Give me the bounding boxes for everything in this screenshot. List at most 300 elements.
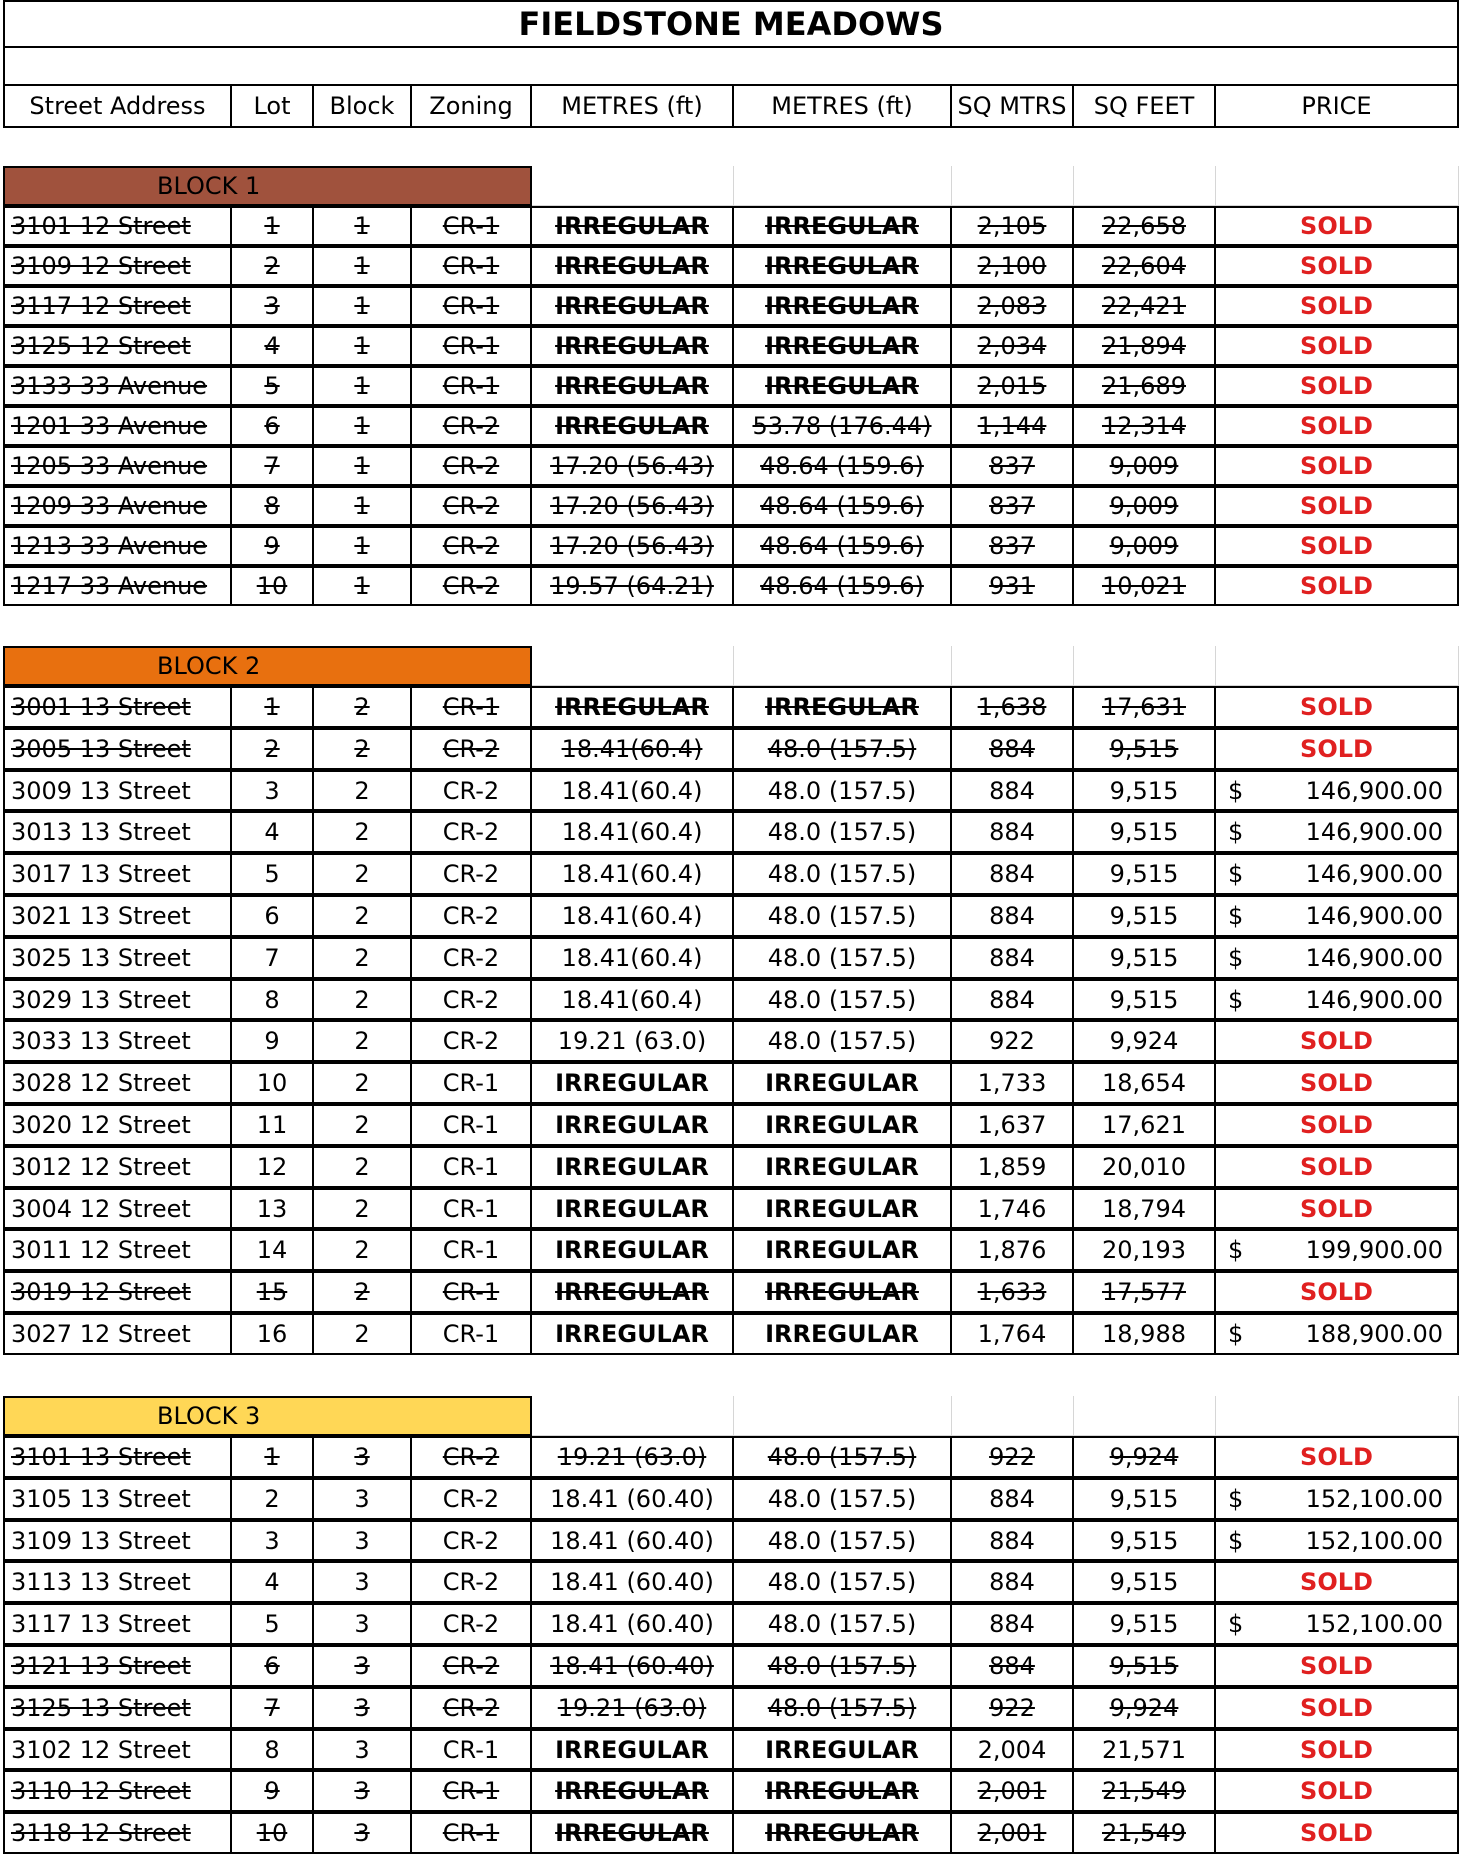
cell-zoning: CR-1 — [412, 246, 532, 286]
cell-sq-mtrs: 837 — [952, 446, 1074, 486]
cell-block: 2 — [314, 1188, 412, 1229]
cell-lot: 4 — [232, 1561, 314, 1603]
cell-depth: IRREGULAR — [734, 1062, 952, 1104]
cell-lot: 4 — [232, 326, 314, 366]
cell-zoning: CR-2 — [412, 937, 532, 979]
cell-depth: 48.0 (157.5) — [734, 1603, 952, 1645]
cell-block: 3 — [314, 1770, 412, 1812]
empty-cell — [734, 166, 952, 206]
cell-block: 2 — [314, 728, 412, 770]
cell-zoning: CR-2 — [412, 1603, 532, 1645]
cell-price: SOLD — [1216, 1436, 1459, 1478]
cell-sq-feet: 21,549 — [1074, 1812, 1216, 1854]
empty-cell — [532, 166, 734, 206]
empty-cell — [1216, 1396, 1459, 1436]
cell-frontage: IRREGULAR — [532, 1229, 734, 1271]
cell-sq-feet: 17,631 — [1074, 686, 1216, 728]
cell-price: SOLD — [1216, 286, 1459, 326]
cell-block: 1 — [314, 566, 412, 606]
cell-depth: IRREGULAR — [734, 1812, 952, 1854]
cell-price — [1216, 937, 1459, 979]
cell-sq-mtrs: 884 — [952, 728, 1074, 770]
cell-depth: IRREGULAR — [734, 1729, 952, 1770]
cell-zoning: CR-1 — [412, 1313, 532, 1355]
cell-address: 3001 13 Street — [3, 686, 232, 728]
cell-zoning: CR-2 — [412, 853, 532, 895]
cell-lot: 1 — [232, 686, 314, 728]
cell-block: 3 — [314, 1645, 412, 1687]
cell-frontage: IRREGULAR — [532, 406, 734, 446]
cell-sq-feet: 17,577 — [1074, 1271, 1216, 1313]
cell-sq-mtrs: 837 — [952, 526, 1074, 566]
cell-address: 3013 13 Street — [3, 811, 232, 853]
cell-depth: IRREGULAR — [734, 1229, 952, 1271]
cell-lot: 16 — [232, 1313, 314, 1355]
cell-zoning: CR-1 — [412, 366, 532, 406]
cell-address: 3101 13 Street — [3, 1436, 232, 1478]
cell-price: SOLD — [1216, 1062, 1459, 1104]
cell-address: 3012 12 Street — [3, 1146, 232, 1188]
cell-price: SOLD — [1216, 366, 1459, 406]
cell-zoning: CR-1 — [412, 1062, 532, 1104]
cell-lot: 6 — [232, 895, 314, 937]
cell-depth: IRREGULAR — [734, 1770, 952, 1812]
cell-depth: 48.0 (157.5) — [734, 1687, 952, 1729]
cell-sq-feet: 9,009 — [1074, 446, 1216, 486]
cell-depth: IRREGULAR — [734, 326, 952, 366]
cell-address: 3025 13 Street — [3, 937, 232, 979]
cell-price — [1216, 1313, 1459, 1355]
cell-sq-mtrs: 837 — [952, 486, 1074, 526]
cell-frontage: 18.41(60.4) — [532, 979, 734, 1020]
cell-sq-mtrs: 1,859 — [952, 1146, 1074, 1188]
cell-lot: 5 — [232, 853, 314, 895]
cell-zoning: CR-2 — [412, 811, 532, 853]
cell-sq-mtrs: 884 — [952, 937, 1074, 979]
cell-sq-mtrs: 884 — [952, 1645, 1074, 1687]
cell-zoning: CR-1 — [412, 1812, 532, 1854]
cell-frontage: 18.41 (60.40) — [532, 1561, 734, 1603]
cell-frontage: 17.20 (56.43) — [532, 486, 734, 526]
currency-symbol: $ — [1228, 776, 1244, 805]
currency-symbol: $ — [1228, 860, 1244, 888]
cell-zoning: CR-2 — [412, 446, 532, 486]
cell-depth: IRREGULAR — [734, 1271, 952, 1313]
cell-address: 3117 13 Street — [3, 1603, 232, 1645]
cell-frontage: IRREGULAR — [532, 1146, 734, 1188]
currency-symbol: $ — [1228, 1236, 1244, 1264]
cell-depth: 48.0 (157.5) — [734, 853, 952, 895]
cell-frontage: 18.41(60.4) — [532, 811, 734, 853]
cell-frontage: 19.21 (63.0) — [532, 1687, 734, 1729]
cell-zoning: CR-2 — [412, 1478, 532, 1520]
cell-frontage: 19.21 (63.0) — [532, 1436, 734, 1478]
cell-block: 2 — [314, 770, 412, 811]
cell-zoning: CR-1 — [412, 1229, 532, 1271]
cell-frontage: 18.41(60.4) — [532, 770, 734, 811]
cell-block: 2 — [314, 895, 412, 937]
cell-sq-mtrs: 884 — [952, 811, 1074, 853]
cell-zoning: CR-2 — [412, 1436, 532, 1478]
column-header: METRES (ft) — [532, 84, 734, 128]
cell-price: SOLD — [1216, 1146, 1459, 1188]
cell-address: 3020 12 Street — [3, 1104, 232, 1146]
cell-frontage: IRREGULAR — [532, 366, 734, 406]
cell-zoning: CR-2 — [412, 486, 532, 526]
cell-depth: 48.0 (157.5) — [734, 1020, 952, 1062]
cell-price: SOLD — [1216, 486, 1459, 526]
cell-block: 1 — [314, 446, 412, 486]
cell-sq-feet: 10,021 — [1074, 566, 1216, 606]
cell-sq-mtrs: 884 — [952, 1478, 1074, 1520]
column-header: SQ MTRS — [952, 84, 1074, 128]
cell-frontage: IRREGULAR — [532, 1729, 734, 1770]
cell-sq-feet: 9,515 — [1074, 1561, 1216, 1603]
sheet-title: FIELDSTONE MEADOWS — [3, 0, 1459, 48]
cell-price — [1216, 1520, 1459, 1561]
cell-price: SOLD — [1216, 1812, 1459, 1854]
cell-price: SOLD — [1216, 1645, 1459, 1687]
cell-lot: 10 — [232, 566, 314, 606]
cell-address: 3105 13 Street — [3, 1478, 232, 1520]
cell-sq-mtrs: 884 — [952, 1520, 1074, 1561]
cell-lot: 10 — [232, 1062, 314, 1104]
cell-sq-feet: 9,515 — [1074, 1478, 1216, 1520]
cell-lot: 5 — [232, 366, 314, 406]
cell-lot: 11 — [232, 1104, 314, 1146]
cell-price: SOLD — [1216, 1271, 1459, 1313]
cell-frontage: 19.57 (64.21) — [532, 566, 734, 606]
empty-cell — [1074, 1396, 1216, 1436]
cell-depth: 48.0 (157.5) — [734, 1520, 952, 1561]
price-amount: 152,100.00 — [1305, 1526, 1443, 1555]
cell-address: 3033 13 Street — [3, 1020, 232, 1062]
cell-sq-mtrs: 1,144 — [952, 406, 1074, 446]
cell-block: 3 — [314, 1687, 412, 1729]
cell-block: 1 — [314, 526, 412, 566]
currency-symbol: $ — [1228, 818, 1244, 846]
cell-sq-feet: 17,621 — [1074, 1104, 1216, 1146]
cell-depth: 48.0 (157.5) — [734, 1478, 952, 1520]
cell-address: 3021 13 Street — [3, 895, 232, 937]
cell-block: 2 — [314, 1062, 412, 1104]
cell-lot: 3 — [232, 286, 314, 326]
cell-address: 3110 12 Street — [3, 1770, 232, 1812]
cell-address: 3118 12 Street — [3, 1812, 232, 1854]
cell-depth: 48.0 (157.5) — [734, 979, 952, 1020]
cell-depth: 48.64 (159.6) — [734, 446, 952, 486]
cell-depth: 53.78 (176.44) — [734, 406, 952, 446]
cell-zoning: CR-2 — [412, 895, 532, 937]
block-label: BLOCK 1 — [3, 166, 532, 206]
cell-depth: IRREGULAR — [734, 1104, 952, 1146]
cell-sq-mtrs: 1,876 — [952, 1229, 1074, 1271]
cell-block: 1 — [314, 286, 412, 326]
cell-sq-mtrs: 884 — [952, 853, 1074, 895]
cell-depth: IRREGULAR — [734, 1313, 952, 1355]
cell-frontage: IRREGULAR — [532, 326, 734, 366]
cell-address: 3017 13 Street — [3, 853, 232, 895]
column-header: METRES (ft) — [734, 84, 952, 128]
cell-address: 3101 12 Street — [3, 206, 232, 246]
cell-sq-mtrs: 1,733 — [952, 1062, 1074, 1104]
cell-lot: 5 — [232, 1603, 314, 1645]
cell-frontage: 17.20 (56.43) — [532, 446, 734, 486]
block-label: BLOCK 2 — [3, 646, 532, 686]
cell-address: 3027 12 Street — [3, 1313, 232, 1355]
cell-sq-mtrs: 931 — [952, 566, 1074, 606]
column-header: Street Address — [3, 84, 232, 128]
cell-price: SOLD — [1216, 206, 1459, 246]
cell-address: 3125 13 Street — [3, 1687, 232, 1729]
cell-price — [1216, 1229, 1459, 1271]
cell-sq-feet: 9,924 — [1074, 1020, 1216, 1062]
currency-symbol: $ — [1228, 1526, 1244, 1555]
cell-depth: IRREGULAR — [734, 1188, 952, 1229]
cell-address: 3005 13 Street — [3, 728, 232, 770]
cell-zoning: CR-2 — [412, 1561, 532, 1603]
cell-sq-mtrs: 1,637 — [952, 1104, 1074, 1146]
empty-cell — [1074, 166, 1216, 206]
cell-frontage: 18.41 (60.40) — [532, 1520, 734, 1561]
cell-lot: 3 — [232, 770, 314, 811]
cell-sq-mtrs: 2,015 — [952, 366, 1074, 406]
cell-frontage: IRREGULAR — [532, 1812, 734, 1854]
cell-sq-mtrs: 1,638 — [952, 686, 1074, 728]
cell-frontage: 18.41 (60.40) — [532, 1603, 734, 1645]
cell-sq-feet: 9,515 — [1074, 937, 1216, 979]
cell-sq-feet: 9,924 — [1074, 1436, 1216, 1478]
cell-depth: IRREGULAR — [734, 246, 952, 286]
cell-sq-feet: 9,924 — [1074, 1687, 1216, 1729]
cell-address: 3029 13 Street — [3, 979, 232, 1020]
cell-frontage: IRREGULAR — [532, 206, 734, 246]
cell-lot: 2 — [232, 246, 314, 286]
cell-sq-mtrs: 922 — [952, 1020, 1074, 1062]
cell-sq-mtrs: 2,001 — [952, 1812, 1074, 1854]
price-amount: 146,900.00 — [1305, 818, 1443, 846]
cell-block: 2 — [314, 686, 412, 728]
cell-block: 1 — [314, 486, 412, 526]
cell-depth: 48.0 (157.5) — [734, 895, 952, 937]
cell-address: 3121 13 Street — [3, 1645, 232, 1687]
cell-address: 1213 33 Avenue — [3, 526, 232, 566]
cell-sq-mtrs: 884 — [952, 895, 1074, 937]
cell-zoning: CR-1 — [412, 286, 532, 326]
cell-depth: 48.0 (157.5) — [734, 770, 952, 811]
cell-sq-mtrs: 1,764 — [952, 1313, 1074, 1355]
cell-block: 2 — [314, 1271, 412, 1313]
cell-block: 3 — [314, 1812, 412, 1854]
cell-depth: 48.0 (157.5) — [734, 811, 952, 853]
cell-block: 3 — [314, 1478, 412, 1520]
cell-depth: 48.0 (157.5) — [734, 728, 952, 770]
cell-depth: IRREGULAR — [734, 206, 952, 246]
cell-block: 2 — [314, 1104, 412, 1146]
cell-lot: 4 — [232, 811, 314, 853]
cell-sq-feet: 9,515 — [1074, 728, 1216, 770]
cell-block: 3 — [314, 1436, 412, 1478]
cell-sq-feet: 22,604 — [1074, 246, 1216, 286]
cell-lot: 12 — [232, 1146, 314, 1188]
cell-block: 3 — [314, 1561, 412, 1603]
cell-sq-feet: 9,515 — [1074, 1645, 1216, 1687]
cell-block: 2 — [314, 853, 412, 895]
cell-sq-feet: 22,658 — [1074, 206, 1216, 246]
cell-price — [1216, 895, 1459, 937]
cell-block: 2 — [314, 979, 412, 1020]
column-header: SQ FEET — [1074, 84, 1216, 128]
currency-symbol: $ — [1228, 1485, 1244, 1513]
cell-price: SOLD — [1216, 1770, 1459, 1812]
cell-lot: 7 — [232, 937, 314, 979]
cell-block: 1 — [314, 246, 412, 286]
cell-price: SOLD — [1216, 1687, 1459, 1729]
cell-address: 3109 13 Street — [3, 1520, 232, 1561]
cell-price: SOLD — [1216, 1561, 1459, 1603]
cell-lot: 15 — [232, 1271, 314, 1313]
cell-frontage: 18.41(60.4) — [532, 728, 734, 770]
cell-sq-feet: 18,794 — [1074, 1188, 1216, 1229]
cell-price — [1216, 811, 1459, 853]
empty-cell — [1074, 646, 1216, 686]
cell-depth: IRREGULAR — [734, 286, 952, 326]
cell-sq-mtrs: 922 — [952, 1687, 1074, 1729]
cell-block: 1 — [314, 366, 412, 406]
empty-cell — [952, 646, 1074, 686]
cell-zoning: CR-2 — [412, 979, 532, 1020]
currency-symbol: $ — [1228, 985, 1244, 1014]
cell-zoning: CR-2 — [412, 406, 532, 446]
cell-sq-mtrs: 884 — [952, 770, 1074, 811]
price-amount: 146,900.00 — [1305, 944, 1443, 972]
cell-price: SOLD — [1216, 1104, 1459, 1146]
cell-frontage: 18.41(60.4) — [532, 895, 734, 937]
column-header: Block — [314, 84, 412, 128]
cell-lot: 6 — [232, 406, 314, 446]
cell-price — [1216, 770, 1459, 811]
price-amount: 146,900.00 — [1305, 985, 1443, 1014]
cell-block: 2 — [314, 1020, 412, 1062]
cell-sq-feet: 9,515 — [1074, 811, 1216, 853]
price-amount: 146,900.00 — [1305, 860, 1443, 888]
cell-lot: 13 — [232, 1188, 314, 1229]
cell-frontage: IRREGULAR — [532, 686, 734, 728]
cell-frontage: IRREGULAR — [532, 1104, 734, 1146]
cell-lot: 1 — [232, 206, 314, 246]
cell-price: SOLD — [1216, 686, 1459, 728]
column-header: PRICE — [1216, 84, 1459, 128]
price-amount: 146,900.00 — [1305, 902, 1443, 930]
cell-block: 3 — [314, 1603, 412, 1645]
cell-zoning: CR-1 — [412, 206, 532, 246]
cell-price — [1216, 853, 1459, 895]
cell-lot: 6 — [232, 1645, 314, 1687]
cell-sq-feet: 9,515 — [1074, 979, 1216, 1020]
cell-frontage: 18.41(60.4) — [532, 937, 734, 979]
cell-lot: 7 — [232, 1687, 314, 1729]
cell-price: SOLD — [1216, 1188, 1459, 1229]
cell-sq-feet: 9,515 — [1074, 895, 1216, 937]
cell-depth: 48.0 (157.5) — [734, 1645, 952, 1687]
cell-price — [1216, 979, 1459, 1020]
cell-zoning: CR-2 — [412, 728, 532, 770]
cell-zoning: CR-2 — [412, 1020, 532, 1062]
cell-block: 2 — [314, 1313, 412, 1355]
cell-sq-mtrs: 884 — [952, 979, 1074, 1020]
cell-zoning: CR-1 — [412, 1146, 532, 1188]
cell-depth: 48.0 (157.5) — [734, 1561, 952, 1603]
cell-sq-feet: 9,515 — [1074, 1603, 1216, 1645]
empty-cell — [532, 1396, 734, 1436]
empty-cell — [734, 646, 952, 686]
cell-zoning: CR-1 — [412, 686, 532, 728]
cell-sq-mtrs: 2,001 — [952, 1770, 1074, 1812]
empty-cell — [1216, 166, 1459, 206]
cell-address: 3009 13 Street — [3, 770, 232, 811]
cell-lot: 2 — [232, 728, 314, 770]
cell-lot: 8 — [232, 979, 314, 1020]
cell-lot: 3 — [232, 1520, 314, 1561]
cell-lot: 10 — [232, 1812, 314, 1854]
cell-depth: 48.64 (159.6) — [734, 486, 952, 526]
empty-cell — [952, 166, 1074, 206]
cell-address: 1205 33 Avenue — [3, 446, 232, 486]
cell-frontage: 18.41 (60.40) — [532, 1478, 734, 1520]
cell-sq-mtrs: 2,100 — [952, 246, 1074, 286]
cell-depth: 48.0 (157.5) — [734, 1436, 952, 1478]
cell-address: 3117 12 Street — [3, 286, 232, 326]
cell-price: SOLD — [1216, 446, 1459, 486]
cell-depth: 48.64 (159.6) — [734, 526, 952, 566]
cell-zoning: CR-2 — [412, 566, 532, 606]
cell-zoning: CR-1 — [412, 1271, 532, 1313]
column-header: Zoning — [412, 84, 532, 128]
cell-frontage: IRREGULAR — [532, 246, 734, 286]
cell-zoning: CR-2 — [412, 1687, 532, 1729]
price-amount: 199,900.00 — [1305, 1236, 1443, 1264]
price-amount: 152,100.00 — [1305, 1610, 1443, 1638]
cell-address: 3011 12 Street — [3, 1229, 232, 1271]
cell-sq-feet: 21,571 — [1074, 1729, 1216, 1770]
cell-sq-feet: 18,988 — [1074, 1313, 1216, 1355]
cell-depth: IRREGULAR — [734, 366, 952, 406]
cell-sq-mtrs: 1,746 — [952, 1188, 1074, 1229]
cell-price: SOLD — [1216, 728, 1459, 770]
cell-sq-mtrs: 2,004 — [952, 1729, 1074, 1770]
cell-zoning: CR-1 — [412, 1729, 532, 1770]
cell-address: 3113 13 Street — [3, 1561, 232, 1603]
cell-price: SOLD — [1216, 326, 1459, 366]
cell-zoning: CR-1 — [412, 1770, 532, 1812]
cell-sq-feet: 20,193 — [1074, 1229, 1216, 1271]
blank-row — [3, 46, 1459, 86]
cell-address: 3028 12 Street — [3, 1062, 232, 1104]
cell-sq-feet: 18,654 — [1074, 1062, 1216, 1104]
cell-sq-feet: 20,010 — [1074, 1146, 1216, 1188]
cell-price — [1216, 1603, 1459, 1645]
price-amount: 146,900.00 — [1305, 776, 1443, 805]
empty-cell — [734, 1396, 952, 1436]
cell-block: 2 — [314, 1229, 412, 1271]
cell-block: 3 — [314, 1729, 412, 1770]
cell-sq-feet: 9,515 — [1074, 770, 1216, 811]
block-label: BLOCK 3 — [3, 1396, 532, 1436]
cell-price: SOLD — [1216, 1729, 1459, 1770]
cell-block: 2 — [314, 937, 412, 979]
cell-address: 1201 33 Avenue — [3, 406, 232, 446]
cell-sq-mtrs: 2,083 — [952, 286, 1074, 326]
